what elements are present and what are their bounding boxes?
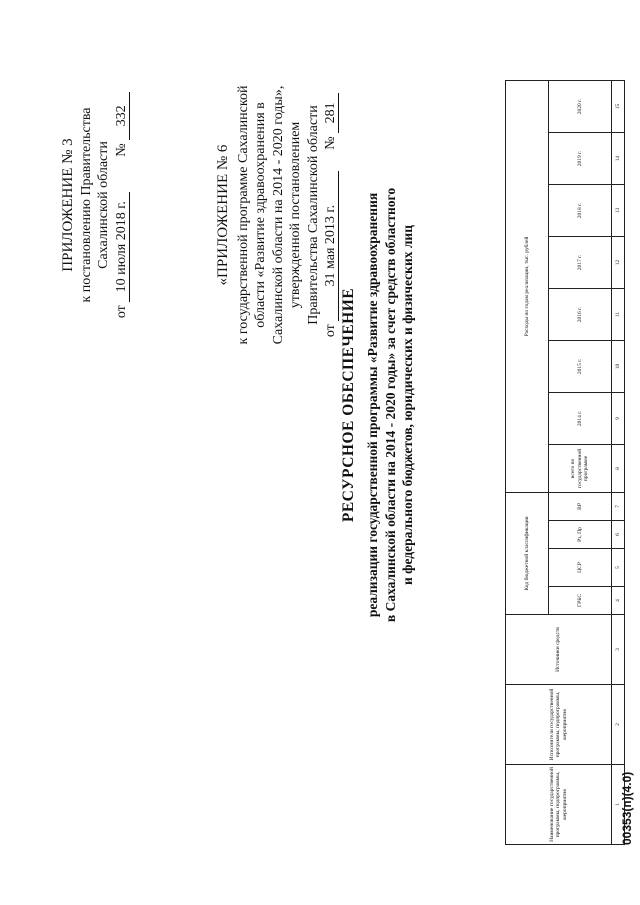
- column-number: 13: [612, 185, 625, 237]
- header-year: 2015 г.: [549, 340, 612, 392]
- column-number: 15: [612, 81, 625, 133]
- header-budget-class: Код бюджетной классификации: [506, 492, 549, 614]
- appendix-6-line2: области «Развитие здравоохранения в: [253, 102, 268, 328]
- appendix-6-block: [215, 65, 340, 365]
- appendix-6-line3: Сахалинской области на 2014 - 2020 годы»,: [270, 85, 286, 345]
- header-rz-pr: Рз, Пр: [549, 521, 612, 549]
- column-number: 5: [612, 549, 625, 587]
- appendix-6-number-label: №: [323, 136, 338, 150]
- header-year: 2020 г.: [549, 81, 612, 133]
- appendix-3-title: ПРИЛОЖЕНИЕ № 3: [60, 138, 76, 272]
- appendix-6-date-line: [322, 65, 340, 365]
- column-number: 8: [612, 444, 625, 492]
- header-source: Источники средств: [506, 615, 612, 685]
- header-expenses: Расходы по годам реализации, тыс. рублей: [506, 81, 549, 493]
- appendix-6-line4: утвержденной постановлением: [288, 121, 303, 309]
- header-year: 2016 г.: [549, 289, 612, 341]
- appendix-3-number: 332: [114, 92, 130, 140]
- column-number: 2: [612, 685, 625, 765]
- appendix-6-date: 31 мая 2013 г.: [323, 171, 339, 321]
- column-number: 4: [612, 587, 625, 615]
- appendix-3-date: 10 июля 2018 г.: [114, 192, 130, 302]
- column-number: 6: [612, 521, 625, 549]
- column-number: 9: [612, 392, 625, 444]
- column-number: 14: [612, 133, 625, 185]
- heading-sub2: в Сахалинской области на 2014 - 2020 годы» за счет средств областного: [382, 187, 398, 623]
- table-header-row-1: [506, 81, 549, 845]
- appendix-3-from-label: от: [113, 305, 129, 319]
- header-vr: ВР: [549, 492, 612, 520]
- header-grbs: ГРБС: [549, 587, 612, 615]
- appendix-6-line1: к государственной программе Сахалинской: [235, 85, 251, 345]
- header-tsst: ЦСР: [549, 549, 612, 587]
- appendix-6-title: «ПРИЛОЖЕНИЕ № 6: [215, 144, 231, 286]
- column-number: 1: [612, 765, 625, 845]
- header-year: 2014 г.: [549, 392, 612, 444]
- resource-table: [505, 80, 625, 845]
- header-year: 2019 г.: [549, 133, 612, 185]
- column-number: 12: [612, 237, 625, 289]
- appendix-3-line1: к постановлению Правительства: [78, 107, 94, 303]
- appendix-6-number: 281: [323, 93, 339, 133]
- header-year: 2018 г.: [549, 185, 612, 237]
- header-executor: Исполнители государственной программы, подпрограммы, мероприятия: [506, 685, 612, 765]
- column-number: 7: [612, 492, 625, 520]
- heading-sub1: реализации государственной программы «Развитие здравоохранения: [365, 192, 380, 618]
- table-column-numbers-row: [612, 81, 625, 845]
- heading-sub3: и федерального бюджетов, юридических и физических лиц: [400, 225, 415, 586]
- appendix-3-block: [60, 65, 130, 345]
- header-year: 2017 г.: [549, 237, 612, 289]
- column-number: 11: [612, 289, 625, 341]
- appendix-6-line5: Правительства Сахалинской области: [305, 105, 321, 325]
- column-number: 10: [612, 340, 625, 392]
- document-code: 00353(п)(4.0): [620, 771, 634, 845]
- appendix-6-from-label: от: [323, 324, 338, 338]
- heading-title: РЕСУРСНОЕ ОБЕСПЕЧЕНИЕ: [340, 287, 357, 523]
- appendix-3-date-line: [113, 65, 131, 345]
- header-total: всего по государственной программе: [549, 444, 612, 492]
- appendix-3-number-label: №: [113, 143, 129, 157]
- appendix-3-line2: Сахалинской области: [96, 141, 111, 269]
- document-heading: [340, 75, 417, 735]
- header-name: Наименование государственной программы, подпрограммы, мероприятия: [506, 765, 612, 845]
- column-number: 3: [612, 615, 625, 685]
